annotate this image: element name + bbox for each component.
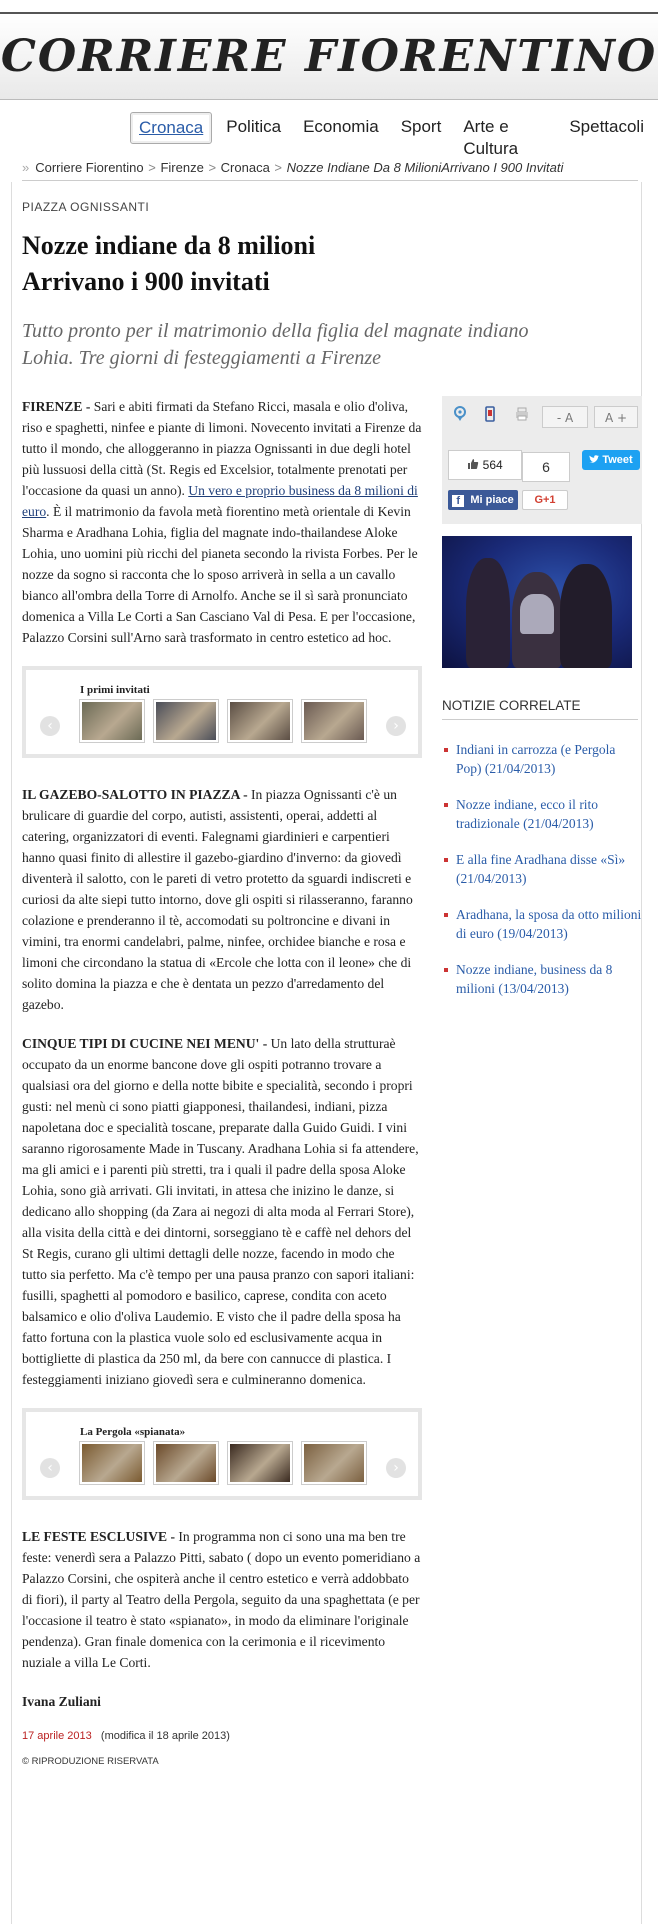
article-subhead: Tutto pronto per il matrimonio della figlia del magnate indiano Lohia. Tre giorni di festeggiamenti a Firenze xyxy=(22,320,529,369)
photo-figure xyxy=(466,558,510,668)
gallery-next-arrow-icon[interactable]: › xyxy=(386,716,406,736)
photo-gallery-pergola[interactable] xyxy=(22,1408,422,1500)
article-author: Ivana Zuliani xyxy=(22,1694,101,1709)
related-news-title: NOTIZIE CORRELATE xyxy=(442,698,638,720)
paragraph-text: . È il matrimonio da favola metà fiorentino metà orientale di Kevin Sharma e Aradhana Lohia, figlia del magnate indo-thailandese Aloke Lohia, uno uomini più ricchi del pianeta secondo la rivista Forbes. Per le nozze da sogno si racconta che lo sposo arriverà in sella a un cavallo bianco all'ombra della Torre di Arnolfo. Anche se il sì sarà pronunciato domenica a Villa Le Corti a San Casciano Val di Pesa. E per l'occasione, Palazzo Corsini sull'Arno sarà trasformato in centro estetico ad hoc. xyxy=(22,504,418,645)
print-icon[interactable] xyxy=(512,406,532,428)
share-count: 6 xyxy=(522,452,570,482)
gallery-title: I primi invitati xyxy=(80,684,150,696)
gallery-thumbs xyxy=(80,1442,366,1484)
paragraph-3 xyxy=(22,1033,422,1390)
facebook-label: Mi piace xyxy=(470,494,514,506)
copyright-notice: © RIPRODUZIONE RISERVATA xyxy=(22,1756,159,1767)
related-news-item[interactable]: Nozze indiane, ecco il rito tradizionale (21/04/2013) xyxy=(442,795,642,833)
breadcrumb-separator: > xyxy=(208,160,217,175)
related-news-item[interactable]: E alla fine Aradhana disse «Sì» (21/04/2013) xyxy=(442,850,642,888)
article-body xyxy=(22,396,422,1772)
gallery-thumbnail[interactable] xyxy=(228,1442,292,1484)
tweet-label: Tweet xyxy=(602,454,633,466)
article-headline xyxy=(22,228,442,300)
paragraph-text: Sari e abiti firmati da Stefano Ricci, masala e olio d'oliva, riso e spaghetti, ninfee e piante di limoni. Novecento invitati a Firenze da tutto il mondo, che alloggeranno in piazza Ognissanti in due degli hotel più lussuosi della città (St. Regis ed Excelsior, totalmente prenotati per l'occasione da quasi un anno). xyxy=(22,399,422,498)
gallery-thumbnail[interactable] xyxy=(80,1442,144,1484)
nav-spettacoli[interactable]: Spettacoli xyxy=(569,117,644,136)
paragraph-lead: FIRENZE - xyxy=(22,399,91,414)
facebook-like-button[interactable] xyxy=(448,490,518,510)
font-increase-button[interactable]: A + xyxy=(594,406,638,428)
gallery-thumbnail[interactable] xyxy=(228,700,292,742)
breadcrumb-marker: » xyxy=(22,160,30,175)
paragraph-1 xyxy=(22,396,422,648)
mobile-icon[interactable] xyxy=(480,406,500,428)
related-news-list xyxy=(442,740,642,1015)
site-logo[interactable]: CORRIERE FIORENTINO xyxy=(0,31,658,82)
photo-figure xyxy=(560,564,612,668)
paragraph-4 xyxy=(22,1526,422,1673)
nav-arte-e-cultura[interactable]: Arte e Cultura xyxy=(463,117,519,158)
breadcrumb-separator: > xyxy=(148,160,156,175)
breadcrumb xyxy=(22,160,638,181)
paragraph-text: In programma non ci sono una ma ben tre feste: venerdì sera a Palazzo Pitti, sabato ( dopo un evento pomeridiano a Palazzo Corsini, che ospiterà anche il centro estetico e verrà addobbato di fiori), il party al Teatro della Pergola, seguito da una spaghettata (e per l'occasione il teatro è stato «spianato», in modo da eliminare l'originale pendenza). Gran finale domenica con la cerimonia e il ricevimento nuziale a villa Le Corti. xyxy=(22,1529,421,1670)
paragraph-lead: IL GAZEBO-SALOTTO IN PIAZZA - xyxy=(22,787,248,802)
breadcrumb-firenze[interactable]: Firenze xyxy=(160,160,204,175)
paragraph-2 xyxy=(22,784,422,1015)
nav-cronaca[interactable]: Cronaca xyxy=(130,112,212,144)
headline-line-1: Nozze indiane da 8 milioni xyxy=(22,231,316,260)
gallery-prev-arrow-icon[interactable]: ‹ xyxy=(40,716,60,736)
publish-date: 17 aprile 2013 xyxy=(22,1730,92,1742)
font-decrease-button[interactable]: - A xyxy=(542,406,588,428)
twitter-bird-icon xyxy=(589,454,602,466)
breadcrumb-separator: > xyxy=(274,160,283,175)
related-news-item[interactable]: Aradhana, la sposa da otto milioni di euro (19/04/2013) xyxy=(442,905,642,943)
google-plus-button[interactable]: G+1 xyxy=(522,490,568,510)
thumbs-up-icon xyxy=(467,458,482,472)
gallery-thumbnail[interactable] xyxy=(80,700,144,742)
tweet-button[interactable] xyxy=(582,450,640,470)
headline-line-2: Arrivano i 900 invitati xyxy=(22,267,270,296)
gallery-thumbnail[interactable] xyxy=(302,700,366,742)
section-nav xyxy=(130,112,658,158)
photo-dress xyxy=(520,594,554,634)
masthead[interactable] xyxy=(0,12,658,100)
left-divider xyxy=(0,182,12,1924)
gallery-thumbnail[interactable] xyxy=(154,700,218,742)
facebook-f-icon: f xyxy=(452,495,464,507)
business-link[interactable]: Un vero e proprio business da 8 milioni di euro xyxy=(22,483,418,519)
gallery-prev-arrow-icon[interactable]: ‹ xyxy=(40,1458,60,1478)
related-news-item[interactable]: Indiani in carrozza (e Pergola Pop) (21/04/2013) xyxy=(442,740,642,778)
nav-sport[interactable]: Sport xyxy=(400,117,442,136)
like-count: 564 xyxy=(482,458,503,472)
location-pin-icon[interactable] xyxy=(450,406,470,428)
related-news-item[interactable]: Nozze indiane, business da 8 milioni (13/04/2013) xyxy=(442,960,642,998)
sidebar-photo[interactable] xyxy=(442,536,632,668)
paragraph-text: In piazza Ognissanti c'è un brulicare di guardie del corpo, autisti, assistenti, operai, addetti al catering, organizzatori di eventi. Falegnami giardinieri e carpentieri hanno quasi finito di allestire il gazebo-giardino d'inverno: da giovedì diventerà il salotto, con le pareti di vetro protetto da sguardi indiscreti e curiosi da alte siepi tutto intorno, dove gli ospiti si rilasseranno, faranno colazione e prenderanno il tè, accomodati su poltroncine e divani in vimini, tra enormi candelabri, palme, ninfee, orchidee bianche e rosa e limoni che circondano la statua di «Ercole che lotta con il leone» che di solito domina la piazza e che è dentata un pezzo d'arredamento del gazebo. xyxy=(22,787,413,1012)
paragraph-lead: LE FESTE ESCLUSIVE - xyxy=(22,1529,175,1544)
paragraph-text: Un lato della strutturaè occupato da un enorme bancone dove gli ospiti potranno trovare a qualsiasi ora del giorno e della notte bibite e specialità, secondo i propri gusti: nel menù ci sono piatti giapponesi, thailandesi, indiani, pizza napoletana doc e specialità toscane, preparate dalla Guido Guidi. I vini saranno rigorosamente Made in Tuscany. Aradhana Lohia si fa attendere, ma gli amici e i parenti più stretti, tra i quali il padre della sposa Aloke Lohia, sono già arrivati. Gli invitati, in attesa che inizino le danze, si dedicano allo shopping (da Zara ai negozi di alta moda al Ferrari Store), alla visita della città e dei dintorni, sorseggiano tè e caffè nel dehors del St Regis, curano gli ultimi dettagli delle nozze, facendo in modo che tutto sia perfetto. Ma c'è tempo per una pausa pranzo con sapori italiani: fusilli, spaghetti al pomodoro e basilico, caprese, condita con aceto balsamico e olio d'oliva Laudemio. E visto che il padre della sposa ha fatto fortuna con la plastica vuole solo ed esclusivamente acqua in bottigliette di plastica da 250 ml, da bere con cannucce di plastica. I festeggiamenti iniziano giovedì sera e culmineranno domenica. xyxy=(22,1036,419,1387)
modified-date: (modifica il 18 aprile 2013) xyxy=(100,1730,230,1742)
article-kicker: PIAZZA OGNISSANTI xyxy=(22,200,150,214)
breadcrumb-cronaca[interactable]: Cronaca xyxy=(220,160,270,175)
breadcrumb-current: Nozze Indiane Da 8 MilioniArrivano I 900 Invitati xyxy=(286,160,564,175)
article-tools xyxy=(442,396,642,524)
photo-gallery-invitati[interactable] xyxy=(22,666,422,758)
gallery-next-arrow-icon[interactable]: › xyxy=(386,1458,406,1478)
nav-politica[interactable]: Politica xyxy=(226,117,282,136)
like-count-box[interactable] xyxy=(448,450,522,480)
gallery-thumbs xyxy=(80,700,366,742)
gallery-title: La Pergola «spianata» xyxy=(80,1426,186,1438)
gallery-thumbnail[interactable] xyxy=(154,1442,218,1484)
paragraph-lead: CINQUE TIPI DI CUCINE NEI MENU' - xyxy=(22,1036,268,1051)
breadcrumb-corriere[interactable]: Corriere Fiorentino xyxy=(35,160,144,175)
gallery-thumbnail[interactable] xyxy=(302,1442,366,1484)
article-dateline xyxy=(22,1726,422,1747)
nav-economia[interactable]: Economia xyxy=(303,117,379,136)
